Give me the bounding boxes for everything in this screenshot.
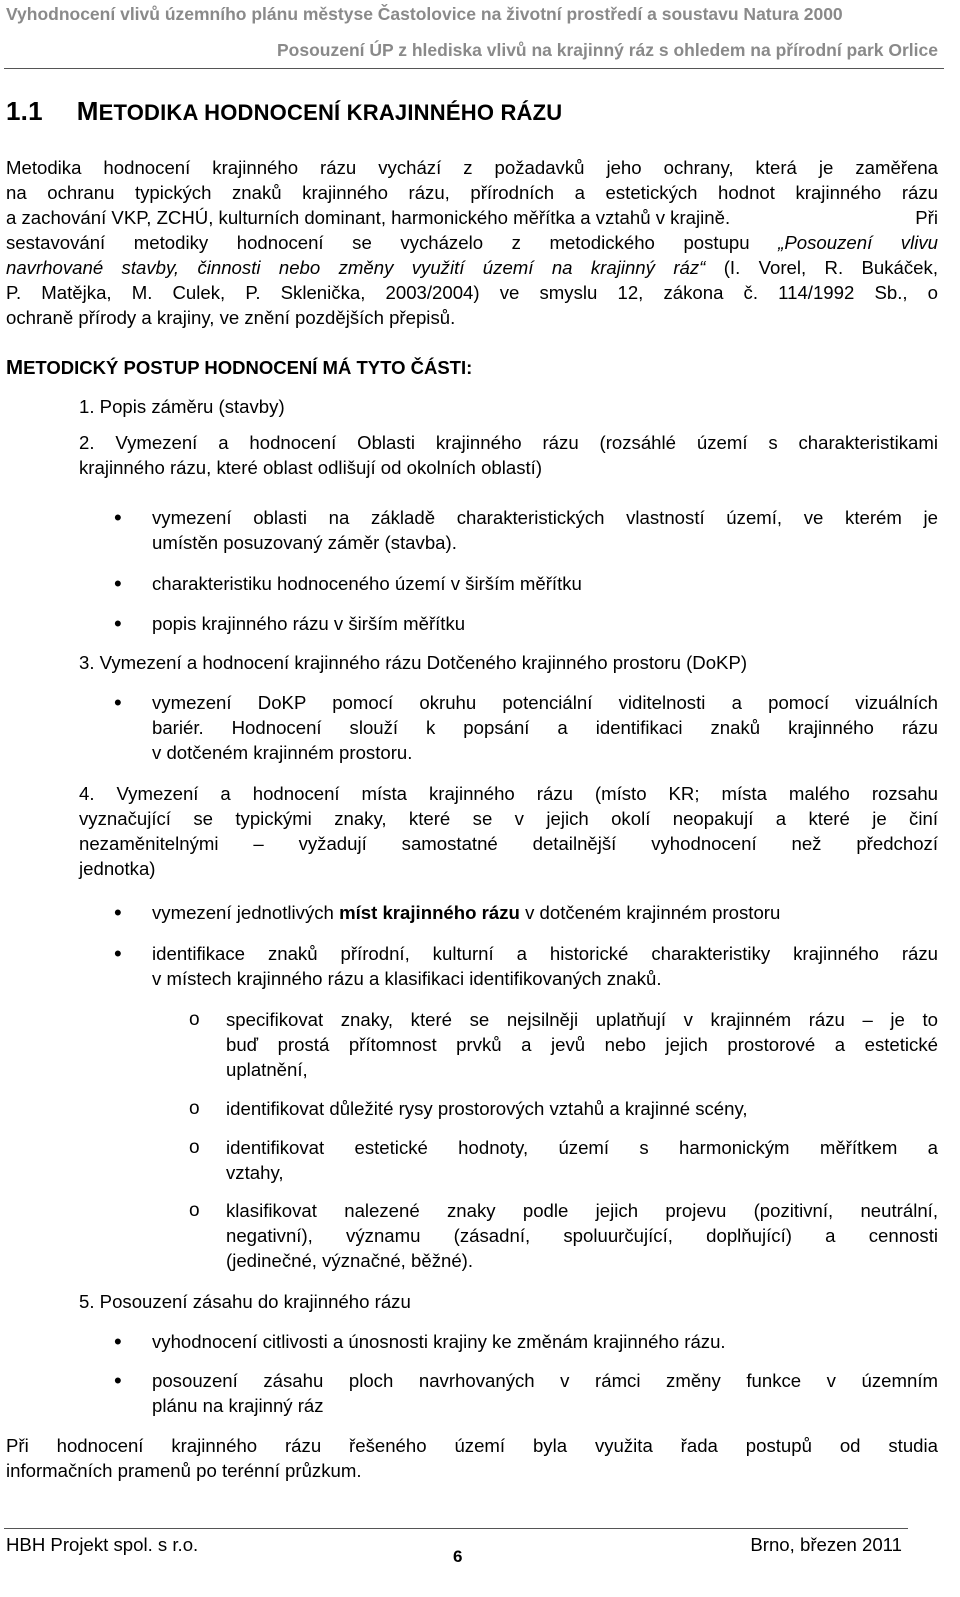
sub-bullet-1-line-1: specifikovat znaky, které se nejsilněji uplatňují v krajinném rázu – je to: [226, 1009, 938, 1030]
intro-line-5-title: navrhované stavby, činnosti nebo změny využití území na krajinný ráz“: [6, 257, 706, 278]
step-4-bullet-1-pre: vymezení jednotlivých: [152, 902, 334, 923]
step-5-bullet-2-line-1: posouzení zásahu ploch navrhovaných v rámci změny funkce v územním: [152, 1370, 938, 1391]
step-5-bullet-1: vyhodnocení citlivosti a únosnosti krajiny ke změnám krajinného rázu.: [152, 1331, 726, 1352]
intro-line-3-end: Při: [915, 207, 938, 228]
steps-heading-rest: ETODICKÝ POSTUP HODNOCENÍ MÁ TYTO ČÁSTI:: [23, 357, 473, 378]
step-4-bullet-2-line-1: identifikace znaků přírodní, kulturní a historické charakteristiky krajinného rázu: [152, 943, 938, 964]
sub-bullet-1-line-2: buď prostá přítomnost prvků a jevů nebo jejich prostorové a estetické: [226, 1034, 938, 1055]
sub-bullet-icon: o: [189, 1137, 200, 1158]
closing-line-1: Při hodnocení krajinného rázu řešeného území byla využita řada postupů od studia: [6, 1435, 938, 1456]
sub-bullet-icon: o: [189, 1200, 200, 1221]
sub-bullet-4-line-3: (jedinečné, význačné, běžné).: [226, 1250, 474, 1271]
closing-line-2: informačních pramenů po terénní průzkum.: [6, 1460, 362, 1481]
header-subtitle: Posouzení ÚP z hlediska vlivů na krajinný ráz s ohledem na přírodní park Orlice: [277, 40, 938, 60]
header-title: Vyhodnocení vlivů územního plánu městyse Častolovice na životní prostředí a soustavu Natura 2000: [6, 4, 843, 24]
sub-bullet-3-line-2: vztahy,: [226, 1162, 284, 1183]
bullet-icon: •: [114, 571, 122, 596]
step-4-line-1: 4. Vymezení a hodnocení místa krajinného rázu (místo KR; místa malého rozsahu: [79, 783, 938, 804]
sub-bullet-2: identifikovat důležité rysy prostorových vztahů a krajinné scény,: [226, 1098, 748, 1119]
step-4-line-2: vyznačující se typickými znaky, které se v jejich okolí neopakují a které je činí: [79, 808, 938, 829]
step-4-bullet-1: [152, 900, 780, 925]
step-2-bullet-1-line-2: umístěn posuzovaný záměr (stavba).: [152, 532, 457, 553]
step-2-bullet-2: charakteristiku hodnoceného území v širším měřítku: [152, 573, 582, 594]
step-4-bullet-1-post: v dotčeném krajinném prostoru: [525, 902, 781, 923]
bullet-icon: •: [114, 1329, 122, 1354]
bullet-icon: •: [114, 505, 122, 530]
section-heading: [6, 96, 562, 127]
step-2-line-2: krajinného rázu, které oblast odlišují od okolních oblastí): [79, 457, 543, 478]
section-title-initial: M: [76, 96, 99, 126]
intro-line-3: [6, 205, 730, 230]
intro-line-4-title: „Posouzení vlivu: [778, 232, 938, 253]
intro-line-4: [6, 230, 938, 255]
step-2-bullet-3: popis krajinného rázu v širším měřítku: [152, 613, 466, 634]
sub-bullet-3-line-1: identifikovat estetické hodnoty, území s harmonickým měřítkem a: [226, 1137, 938, 1158]
bullet-icon: •: [114, 900, 122, 925]
step-5-bullet-2-line-2: plánu na krajinný ráz: [152, 1395, 324, 1416]
step-3-bullet-1-line-3: v dotčeném krajinném prostoru.: [152, 742, 413, 763]
intro-line-1: Metodika hodnocení krajinného rázu vychází z požadavků jeho ochrany, která je zaměřena: [6, 157, 938, 178]
sub-bullet-icon: o: [189, 1009, 200, 1030]
intro-line-4-text: sestavování metodiky hodnocení se vycházelo z metodického postupu: [6, 232, 750, 253]
step-3: 3. Vymezení a hodnocení krajinného rázu Dotčeného krajinného prostoru (DoKP): [79, 652, 748, 673]
steps-heading-initial: M: [6, 356, 24, 379]
sub-bullet-4-line-2: negativní), významu (zásadní, spoluurčující, doplňující) a cennosti: [226, 1225, 938, 1246]
intro-line-5: [6, 255, 938, 280]
section-title-rest: ETODIKA HODNOCENÍ KRAJINNÉHO RÁZU: [98, 100, 563, 125]
footer-date: Brno, březen 2011: [750, 1534, 902, 1555]
intro-line-3-text: a zachování VKP, ZCHÚ, kulturních dominant, harmonického měřítka a vztahů v krajině.: [6, 207, 731, 228]
steps-heading: [6, 356, 472, 380]
footer-company: HBH Projekt spol. s r.o.: [6, 1534, 199, 1555]
intro-line-6: P. Matějka, M. Culek, P. Sklenička, 2003/2004) ve smyslu 12, zákona č. 114/1992 Sb., o: [6, 282, 938, 303]
step-2-line-1: 2. Vymezení a hodnocení Oblasti krajinného rázu (rozsáhlé území s charakteristikami: [79, 432, 938, 453]
bullet-icon: •: [114, 611, 122, 636]
page-number: 6: [453, 1547, 463, 1566]
step-4-bullet-1-bold: míst krajinného rázu: [339, 902, 520, 923]
step-4-line-3: nezaměnitelnými – vyžadují samostatné detailnější vyhodnocení než předchozí: [79, 833, 938, 854]
intro-line-5-authors: (I. Vorel, R. Bukáček,: [723, 257, 938, 278]
step-2-bullet-1-line-1: vymezení oblasti na základě charakteristických vlastností území, ve kterém je: [152, 507, 938, 528]
step-4-line-4: jednotka): [79, 858, 156, 879]
step-5: 5. Posouzení zásahu do krajinného rázu: [79, 1291, 411, 1312]
sub-bullet-1-line-3: uplatnění,: [226, 1059, 308, 1080]
step-1: 1. Popis záměru (stavby): [79, 396, 285, 417]
intro-line-7: ochraně přírody a krajiny, ve znění pozdějších přepisů.: [6, 307, 456, 328]
bullet-icon: •: [114, 941, 122, 966]
bullet-icon: •: [114, 1368, 122, 1393]
intro-line-2: na ochranu typických znaků krajinného rázu, přírodních a estetických hodnot krajinného rázu: [6, 182, 938, 203]
header-rule: [4, 68, 944, 69]
bullet-icon: •: [114, 690, 122, 715]
step-3-bullet-1-line-2: bariér. Hodnocení slouží k popsání a identifikaci znaků krajinného rázu: [152, 717, 938, 738]
sub-bullet-4-line-1: klasifikovat nalezené znaky podle jejich projevu (pozitivní, neutrální,: [226, 1200, 938, 1221]
sub-bullet-icon: o: [189, 1098, 200, 1119]
step-4-bullet-2-line-2: v místech krajinného rázu a klasifikaci identifikovaných znaků.: [152, 968, 662, 989]
footer-rule: [4, 1528, 908, 1529]
section-number: 1.1: [6, 96, 43, 126]
step-3-bullet-1-line-1: vymezení DoKP pomocí okruhu potenciální viditelnosti a pomocí vizuálních: [152, 692, 938, 713]
